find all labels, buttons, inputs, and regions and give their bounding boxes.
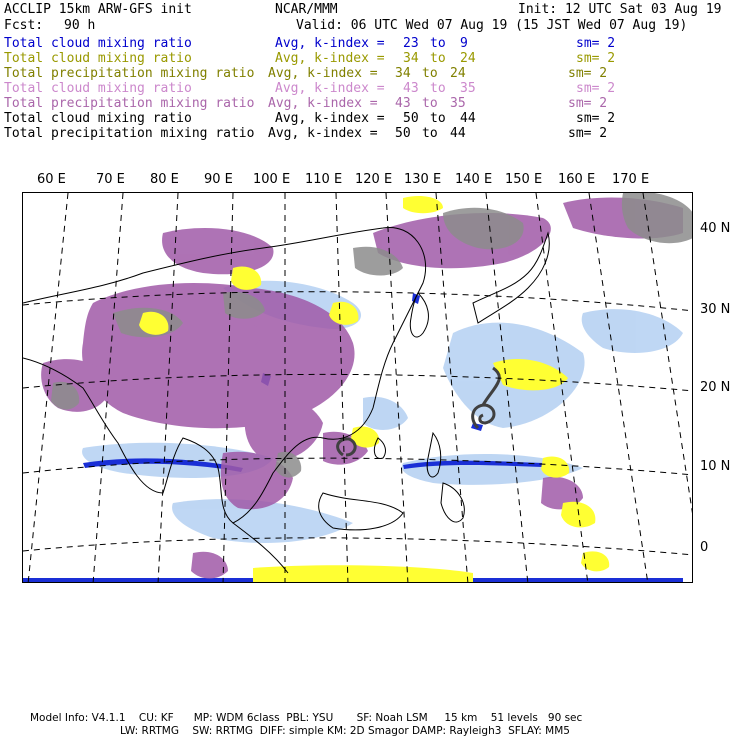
lat-label: 30 N <box>700 302 731 317</box>
field-k2: 35 <box>460 81 476 96</box>
field-to: to <box>422 66 438 81</box>
field-avg: Avg, k-index = <box>275 81 385 96</box>
lat-label: 40 N <box>700 221 731 236</box>
field-sm: sm= 2 <box>576 81 616 96</box>
field-name: Total cloud mixing ratio <box>4 81 192 96</box>
map-svg <box>23 193 693 583</box>
field-k2: 24 <box>450 66 466 81</box>
lon-label: 130 E <box>404 172 442 187</box>
field-to: to <box>430 81 446 96</box>
field-to: to <box>422 96 438 111</box>
field-sm: sm= 2 <box>576 36 616 51</box>
field-sm: sm= 2 <box>568 96 608 111</box>
field-avg: Avg, k-index = <box>268 96 378 111</box>
field-k1: 34 <box>403 51 419 66</box>
field-avg: Avg, k-index = <box>275 51 385 66</box>
field-to: to <box>430 36 446 51</box>
lat-label: 0 <box>700 540 709 555</box>
lon-label: 140 E <box>455 172 493 187</box>
footer-model-info-line2: LW: RRTMG SW: RRTMG DIFF: simple KM: 2D Smagor DAMP: Rayleigh3 SFLAY: MM5 <box>120 725 570 737</box>
map-panel <box>22 192 693 583</box>
lat-label: 20 N <box>700 380 731 395</box>
lat-label: 10 N <box>700 459 731 474</box>
init-time: Init: 12 UTC Sat 03 Aug 19 <box>518 2 722 17</box>
field-k2: 44 <box>450 126 466 141</box>
field-k2: 44 <box>460 111 476 126</box>
field-to: to <box>422 126 438 141</box>
model-title: ACCLIP 15km ARW-GFS init <box>4 2 192 17</box>
lon-label: 90 E <box>204 172 233 187</box>
field-name: Total cloud mixing ratio <box>4 51 192 66</box>
field-avg: Avg, k-index = <box>268 126 378 141</box>
field-sm: sm= 2 <box>568 126 608 141</box>
field-k1: 23 <box>403 36 419 51</box>
field-sm: sm= 2 <box>568 66 608 81</box>
lon-label: 70 E <box>96 172 125 187</box>
center-label: NCAR/MMM <box>275 2 338 17</box>
field-avg: Avg, k-index = <box>275 111 385 126</box>
field-name: Total precipitation mixing ratio <box>4 66 255 81</box>
lon-label: 60 E <box>37 172 66 187</box>
field-to: to <box>430 111 446 126</box>
field-k1: 34 <box>395 66 411 81</box>
field-k1: 50 <box>403 111 419 126</box>
field-sm: sm= 2 <box>576 51 616 66</box>
field-k1: 43 <box>403 81 419 96</box>
lon-label: 160 E <box>558 172 596 187</box>
field-name: Total precipitation mixing ratio <box>4 96 255 111</box>
lon-label: 80 E <box>150 172 179 187</box>
field-k1: 43 <box>395 96 411 111</box>
valid-time: Valid: 06 UTC Wed 07 Aug 19 (15 JST Wed 07 Aug 19) <box>296 18 688 33</box>
field-to: to <box>430 51 446 66</box>
field-k2: 35 <box>450 96 466 111</box>
lon-label: 150 E <box>505 172 543 187</box>
fcst-label: Fcst: <box>4 18 44 33</box>
lon-label: 100 E <box>253 172 291 187</box>
field-k2: 9 <box>460 36 468 51</box>
lon-label: 170 E <box>612 172 650 187</box>
fcst-value: 90 h <box>64 18 96 33</box>
lon-label: 120 E <box>355 172 393 187</box>
field-avg: Avg, k-index = <box>275 36 385 51</box>
field-avg: Avg, k-index = <box>268 66 378 81</box>
field-k1: 50 <box>395 126 411 141</box>
field-name: Total precipitation mixing ratio <box>4 126 255 141</box>
field-name: Total cloud mixing ratio <box>4 36 192 51</box>
footer-model-info-line1: Model Info: V4.1.1 CU: KF MP: WDM 6class PBL: YSU SF: Noah LSM 15 km 51 levels 90 sec <box>30 712 583 724</box>
field-name: Total cloud mixing ratio <box>4 111 192 126</box>
field-sm: sm= 2 <box>576 111 616 126</box>
lon-label: 110 E <box>305 172 343 187</box>
field-k2: 24 <box>460 51 476 66</box>
